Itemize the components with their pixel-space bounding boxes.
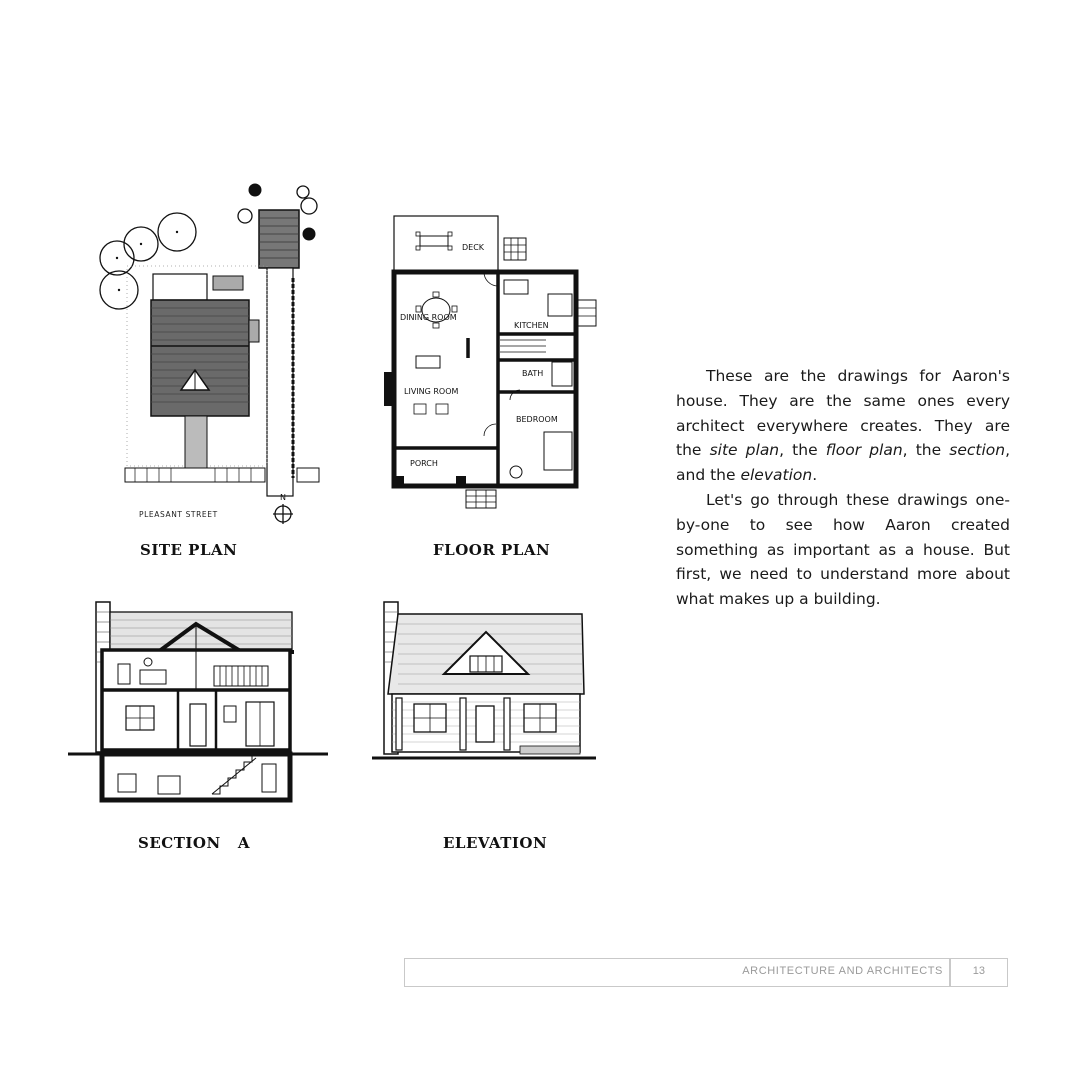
page-number: 13: [972, 965, 985, 977]
site-plan-caption: SITE PLAN: [140, 541, 238, 559]
paragraph-1: [676, 364, 1010, 488]
elevation-drawing: [370, 598, 598, 770]
floor-plan-caption: FLOOR PLAN: [433, 541, 551, 559]
term-site-plan: site plan: [709, 441, 780, 460]
house-walls: [394, 272, 576, 486]
p1-text-b: , the: [779, 441, 826, 460]
p1-text-a: These are the drawings for Aaron's house. They are the same ones every architect everywhere creates. They are the: [676, 367, 1010, 460]
section-caption: SECTION A: [138, 834, 250, 852]
p1-text-e: .: [812, 466, 818, 485]
room-porch: PORCH: [410, 459, 438, 468]
paragraph-2: Let's go through these drawings one-by-one to see how Aaron created something as important as a house. But first, we need to understand more about what makes up a building.: [676, 490, 1010, 609]
floor-plan-drawing: [380, 210, 610, 512]
driveway: [267, 268, 293, 496]
garage: [259, 210, 299, 268]
term-floor-plan: floor plan: [825, 441, 903, 460]
page-footer: [404, 958, 1008, 987]
room-dining: DINING ROOM: [400, 313, 457, 322]
room-bath: BATH: [522, 369, 544, 378]
street-label: PLEASANT STREET: [139, 510, 218, 519]
term-elevation: elevation: [740, 466, 813, 485]
footer-divider: [949, 959, 951, 986]
p1-text-d: , and the: [676, 441, 1011, 485]
section-drawing: [66, 598, 330, 808]
site-plan-drawing: [95, 178, 325, 526]
north-label: N: [280, 493, 286, 502]
room-living: LIVING ROOM: [404, 387, 459, 396]
elevation-caption: ELEVATION: [443, 834, 548, 852]
running-footer-title: ARCHITECTURE AND ARCHITECTS: [742, 965, 943, 977]
term-section: section: [949, 441, 1006, 460]
p1-text-c: , the: [902, 441, 950, 460]
room-deck: DECK: [462, 243, 485, 252]
room-kitchen: KITCHEN: [514, 321, 549, 330]
room-bedroom: BEDROOM: [516, 415, 558, 424]
house-roof: [151, 300, 249, 416]
body-text: [676, 364, 1010, 612]
